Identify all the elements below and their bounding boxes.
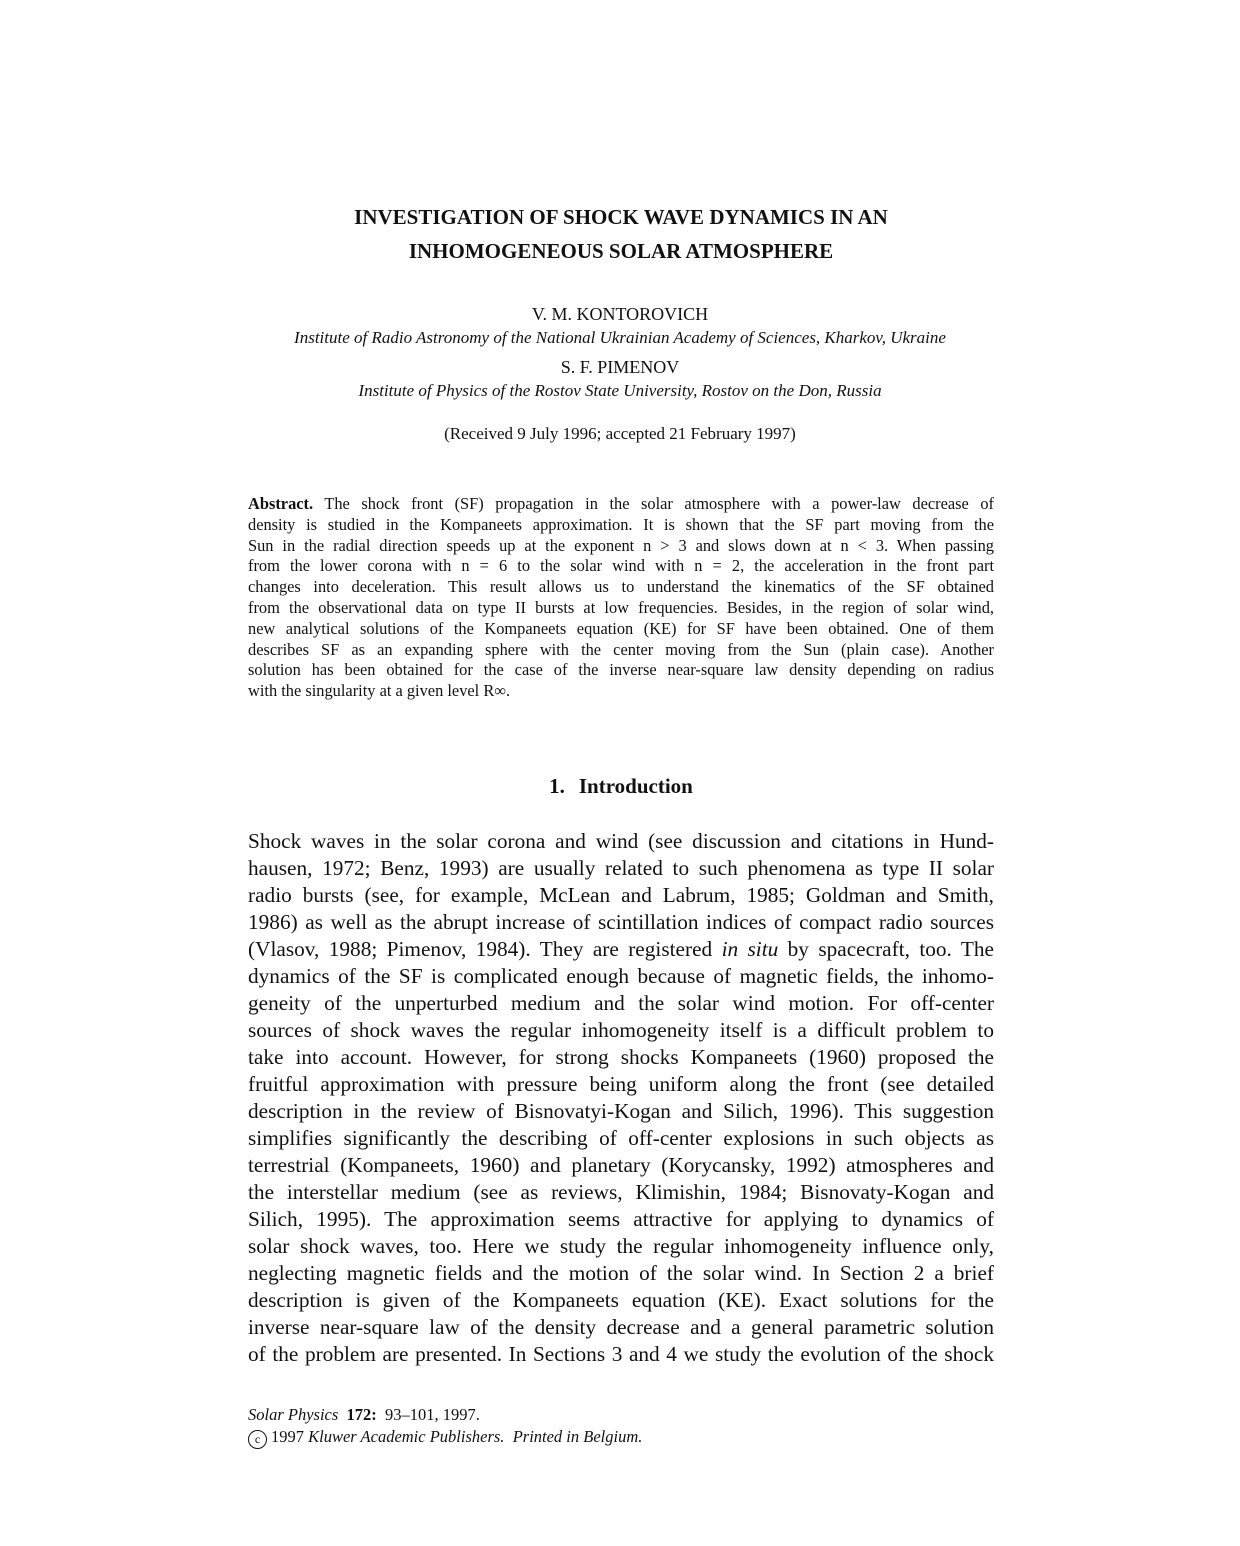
body-line: radio bursts (see, for example, McLean and Labrum, 1985; Goldman and Smith, — [248, 883, 994, 907]
italic-term: in situ — [721, 937, 779, 961]
footer — [248, 1404, 642, 1449]
journal-pages: 93–101, 1997. — [385, 1405, 480, 1424]
abstract-line: Sun in the radial direction speeds up at the exponent n > 3 and slows down at n < 3. When passing — [248, 535, 994, 555]
body-line: sources of shock waves the regular inhomogeneity itself is a difficult problem to — [248, 1018, 994, 1042]
title-line-1: INVESTIGATION OF SHOCK WAVE DYNAMICS IN AN — [354, 205, 888, 229]
publisher-name: Kluwer Academic Publishers. — [308, 1427, 505, 1446]
body-line: simplifies significantly the describing of off-center explosions in such objects as — [248, 1126, 994, 1150]
author-name-2: S. F. PIMENOV — [560, 357, 680, 377]
paper-title — [248, 200, 994, 268]
body-line: Silich, 1995). The approximation seems attractive for applying to dynamics of — [248, 1207, 994, 1231]
body-line: hausen, 1972; Benz, 1993) are usually related to such phenomena as type II solar — [248, 856, 994, 880]
body-line: take into account. However, for strong shocks Kompaneets (1960) proposed the — [248, 1045, 994, 1069]
abstract-line: changes into deceleration. This result allows us to understand the kinematics of the SF obtained — [248, 577, 994, 597]
body-line: the interstellar medium (see as reviews, Klimishin, 1984; Bisnovaty-Kogan and — [248, 1180, 994, 1204]
body-line-segment: by spacecraft, too. The — [778, 937, 994, 961]
author-affiliation-1: Institute of Radio Astronomy of the National Ukrainian Academy of Sciences, Kharkov, Ukraine — [294, 328, 946, 347]
journal-name: Solar Physics — [248, 1405, 339, 1424]
body-line-segment: (Vlasov, 1988; Pimenov, 1984). They are registered — [248, 937, 722, 961]
journal-citation — [248, 1404, 642, 1426]
body-line: fruitful approximation with pressure being uniform along the front (see detailed — [248, 1072, 994, 1096]
body-line: description in the review of Bisnovatyi-Kogan and Silich, 1996). This suggestion — [248, 1099, 994, 1123]
body-line: inverse near-square law of the density decrease and a general parametric solution — [248, 1315, 994, 1339]
printed-location: Printed in Belgium. — [512, 1427, 643, 1446]
abstract-line: from the lower corona with n = 6 to the solar wind with n = 2, the acceleration in the front part — [248, 556, 994, 576]
abstract-line: new analytical solutions of the Kompaneets equation (KE) for SF have been obtained. One of them — [248, 618, 994, 638]
abstract-line: density is studied in the Kompaneets approximation. It is shown that the SF part moving from the — [248, 514, 994, 534]
abstract-line: with the singularity at a given level R∞. — [248, 681, 511, 701]
body-line: neglecting magnetic fields and the motion of the solar wind. In Section 2 a brief — [248, 1261, 994, 1285]
body-line: solar shock waves, too. Here we study the regular inhomogeneity influence only, — [248, 1234, 994, 1258]
abstract-line: solution has been obtained for the case of the inverse near-square law density depending on radius — [248, 660, 994, 680]
abstract — [248, 494, 994, 702]
copyright-year: 1997 — [271, 1427, 304, 1446]
body-line: dynamics of the SF is complicated enough because of magnetic fields, the inhomo- — [248, 964, 994, 988]
body-line-with-italic — [248, 936, 994, 963]
section-heading — [248, 774, 994, 799]
abstract-line-text: The shock front (SF) propagation in the solar atmosphere with a power-law decrease of — [313, 494, 994, 513]
body-line: Shock waves in the solar corona and wind (see discussion and citations in Hund- — [248, 829, 994, 853]
author-name-1: V. M. KONTOROVICH — [531, 304, 709, 324]
abstract-line: describes SF as an expanding sphere with the center moving from the Sun (plain case). Another — [248, 639, 994, 659]
abstract-label: Abstract. — [248, 494, 314, 513]
body-line: 1986) as well as the abrupt increase of scintillation indices of compact radio sources — [248, 910, 994, 934]
copyright-icon: c — [248, 1430, 267, 1449]
section-title: Introduction — [578, 774, 693, 798]
body-line: terrestrial (Kompaneets, 1960) and planetary (Korycansky, 1992) atmospheres and — [248, 1153, 994, 1177]
body-line: of the problem are presented. In Sections 3 and 4 we study the evolution of the shock — [248, 1342, 994, 1366]
body-line: geneity of the unperturbed medium and the solar wind motion. For off-center — [248, 991, 994, 1015]
journal-volume: 172: — [346, 1405, 377, 1424]
title-line-2: INHOMOGENEOUS SOLAR ATMOSPHERE — [408, 239, 834, 263]
body-line: description is given of the Kompaneets equation (KE). Exact solutions for the — [248, 1288, 994, 1312]
body-text — [248, 828, 994, 1368]
abstract-line — [248, 494, 994, 515]
copyright-line — [248, 1426, 642, 1449]
abstract-line: from the observational data on type II bursts at low frequencies. Besides, in the region of solar wind, — [248, 597, 994, 617]
section-number: 1. — [549, 774, 565, 798]
author-affiliation-2: Institute of Physics of the Rostov State University, Rostov on the Don, Russia — [358, 381, 882, 400]
received-date: (Received 9 July 1996; accepted 21 February 1997) — [444, 424, 796, 443]
